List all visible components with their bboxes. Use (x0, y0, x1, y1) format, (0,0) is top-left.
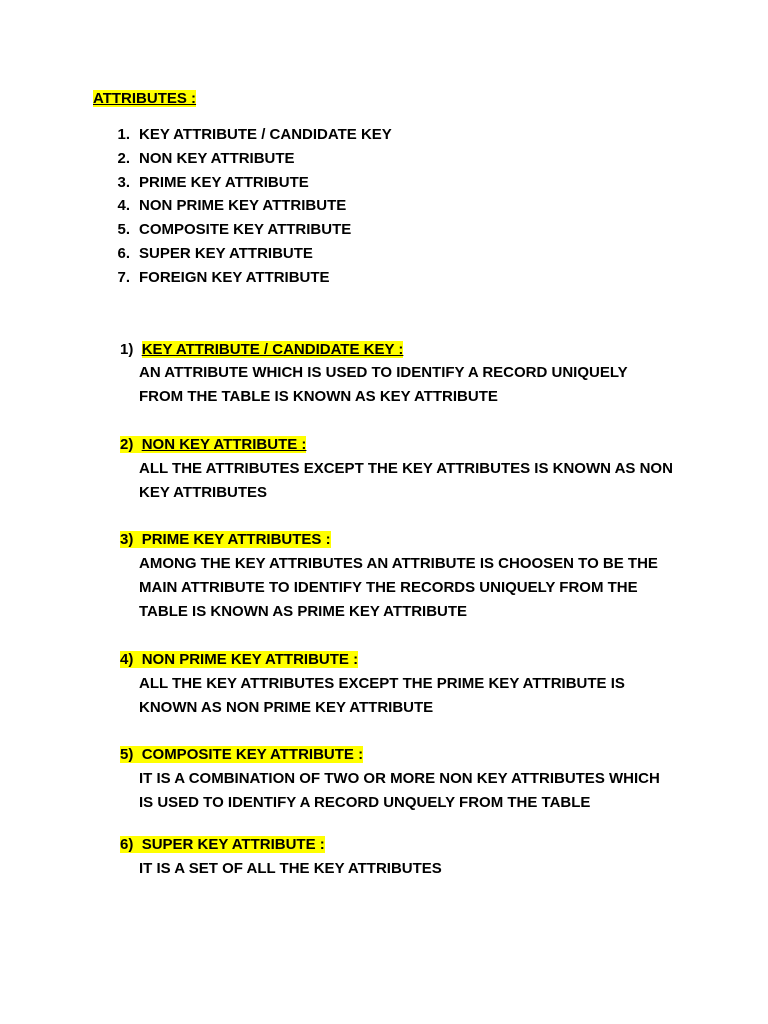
section-number: 3) (120, 531, 134, 548)
list-item: NON KEY ATTRIBUTE (139, 150, 295, 167)
section-heading (120, 835, 325, 855)
section-body-line: TABLE IS KNOWN AS PRIME KEY ATTRIBUTE (139, 603, 468, 620)
list-item: COMPOSITE KEY ATTRIBUTE (139, 221, 352, 238)
list-item: KEY ATTRIBUTE / CANDIDATE KEY (139, 126, 392, 143)
section-body-line: IT IS A COMBINATION OF TWO OR MORE NON KEY ATTRIBUTES WHICH (139, 770, 660, 787)
section-heading-text: NON KEY ATTRIBUTE : (141, 436, 307, 453)
section-body-line: KNOWN AS NON PRIME KEY ATTRIBUTE (139, 699, 434, 716)
list-item-number: 4. (117, 197, 130, 214)
section-body-line: AMONG THE KEY ATTRIBUTES AN ATTRIBUTE IS CHOOSEN TO BE THE (139, 555, 658, 572)
section-body-line: AN ATTRIBUTE WHICH IS USED TO IDENTIFY A RECORD UNIQUELY (139, 364, 628, 381)
list-item-number: 3. (117, 174, 130, 191)
section-heading (120, 650, 358, 670)
section-heading-text: KEY ATTRIBUTE / CANDIDATE KEY : (141, 341, 404, 358)
section-number: 5) (120, 746, 134, 763)
section-number: 6) (120, 836, 134, 853)
section-heading (120, 340, 403, 360)
section-number: 4) (120, 651, 134, 668)
section-body-line: IT IS A SET OF ALL THE KEY ATTRIBUTES (139, 860, 442, 877)
list-item: NON PRIME KEY ATTRIBUTE (139, 197, 347, 214)
section-heading (120, 745, 363, 765)
section-number: 1) (120, 341, 134, 358)
section-heading (120, 435, 306, 455)
section-body-line: ALL THE ATTRIBUTES EXCEPT THE KEY ATTRIBUTES IS KNOWN AS NON (139, 460, 673, 477)
list-item-number: 5. (117, 221, 130, 238)
section-heading-text: NON PRIME KEY ATTRIBUTE : (141, 651, 359, 668)
list-item-number: 2. (117, 150, 130, 167)
section-body-line: IS USED TO IDENTIFY A RECORD UNQUELY FROM THE TABLE (139, 794, 591, 811)
list-item-number: 6. (117, 245, 130, 262)
section-body-line: ALL THE KEY ATTRIBUTES EXCEPT THE PRIME KEY ATTRIBUTE IS (139, 675, 625, 692)
section-heading-text: COMPOSITE KEY ATTRIBUTE : (141, 746, 364, 763)
list-item: SUPER KEY ATTRIBUTE (139, 245, 313, 262)
document-title (93, 89, 196, 109)
section-body-line: MAIN ATTRIBUTE TO IDENTIFY THE RECORDS UNIQUELY FROM THE (139, 579, 638, 596)
section-heading-text: SUPER KEY ATTRIBUTE : (141, 836, 325, 853)
section-body-line: FROM THE TABLE IS KNOWN AS KEY ATTRIBUTE (139, 388, 498, 405)
list-item: PRIME KEY ATTRIBUTE (139, 174, 309, 191)
section-body-line: KEY ATTRIBUTES (139, 484, 268, 501)
list-item-number: 1. (117, 126, 130, 143)
document-title-text: ATTRIBUTES : (93, 90, 197, 107)
list-item-number: 7. (117, 269, 130, 286)
section-heading-text: PRIME KEY ATTRIBUTES : (141, 531, 331, 548)
list-item: FOREIGN KEY ATTRIBUTE (139, 269, 330, 286)
section-heading (120, 530, 331, 550)
section-number: 2) (120, 436, 134, 453)
